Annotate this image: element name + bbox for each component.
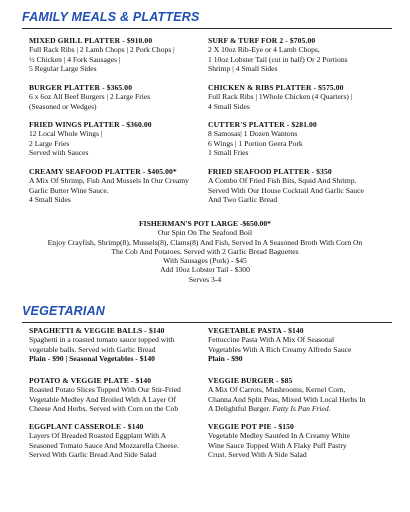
item-description: Garlic Butter Wine Sauce. (29, 185, 109, 195)
item-description: Add 10oz Lobster Tail - $300 (160, 265, 250, 275)
item-description: Full Rack Ribs | 1Whole Chicken (4 Quarters) | (208, 92, 353, 102)
item-description: And Two Garlic Bread (208, 194, 278, 204)
item-name: POTATO & VEGGIE PLATE - $140 (29, 376, 152, 385)
item-description: 2 X 10oz Rib-Eye or 4 Lamb Chops, (208, 45, 320, 55)
item-name: MIXED GRILL PLATTER - $910.00 (29, 36, 153, 45)
item-description: vegetable balls. Served with Garlic Bread (29, 344, 156, 354)
menu-item-cutters-platter (208, 120, 398, 157)
menu-item-burger-platter (29, 83, 204, 111)
item-description: With Sausages (Pork) - $45 (163, 256, 247, 266)
item-description: Spaghetti in a roasted tomato sauce topped with (29, 335, 175, 345)
menu-item-potato-veggie-plate (29, 376, 204, 413)
menu-item-spaghetti-veggie-balls (29, 326, 204, 363)
item-description: 5 Regular Large Sides (29, 63, 97, 73)
item-description: 4 Small Sides (208, 101, 250, 111)
item-description: Channa And Split Peas, Mixed With Local Herbs In (208, 394, 366, 404)
item-name: SPAGHETTI & VEGGIE BALLS - $140 (29, 326, 165, 335)
item-name: VEGGIE BURGER - $85 (208, 376, 293, 385)
item-name: FRIED WINGS PLATTER - $360.00 (29, 120, 152, 129)
section-title-vegetarian: VEGETARIAN (22, 304, 106, 318)
item-name: FISHERMAN'S POT LARGE -$650.00* (139, 219, 271, 228)
menu-item-eggplant-casserole (29, 422, 204, 459)
item-description: 12 Local Whole Wings | (29, 129, 103, 139)
menu-item-fried-wings-platter (29, 120, 204, 157)
section-divider (22, 28, 392, 29)
item-description: A Delightful Burger. (208, 403, 273, 413)
item-description: Full Rack Ribs | 2 Lamb Chops | 2 Pork Chops | (29, 45, 175, 55)
item-description: Served with Sauces (29, 147, 89, 157)
item-description: Enjoy Crayfish, Shrimp(8), Mussels(8), Clams(8) And Fish, Served In A Seasoned Broth With Corn On (47, 237, 363, 247)
item-description: Serves 3-4 (188, 274, 222, 284)
item-name: SURF & TURF FOR 2 - $705.00 (208, 36, 316, 45)
item-description: A Mix Of Shrimp, Fish And Mussels In Our Creamy (29, 176, 189, 186)
item-description-last (208, 404, 398, 413)
item-description: Fettuccine Pasta With A Mix Of Seasonal (208, 335, 335, 345)
item-description: 4 Small Sides (29, 194, 71, 204)
item-name: CHICKEN & RIBS PLATTER - $575.00 (208, 83, 344, 92)
section-title-family-meals: FAMILY MEALS & PLATTERS (22, 10, 200, 24)
menu-item-chicken-ribs-platter (208, 83, 398, 111)
item-description: Wine Sauce Topped With A Flaky Puff Pastry (208, 440, 347, 450)
item-description: Our Spin On The Seafood Boil (157, 228, 253, 238)
item-name: BURGER PLATTER - $365.00 (29, 83, 133, 92)
menu-item-fried-seafood-platter (208, 167, 398, 204)
item-description: The Cob And Potatoes. Served with 2 Garlic Bread Baguettes (111, 246, 299, 256)
item-description: 6 Wings | 1 Portion Geera Pork (208, 138, 303, 148)
item-description: Layers Of Breaded Roasted Eggplant With A (29, 431, 167, 441)
item-name: FRIED SEAFOOD PLATTER - $350 (208, 167, 332, 176)
item-description: (Seasoned or Wedges) (29, 101, 97, 111)
item-description: 2 Large Fries (29, 138, 70, 148)
item-name: CUTTER'S PLATTER - $281.00 (208, 120, 317, 129)
item-description: 8 Samosas| 1 Dozen Wantons (208, 129, 298, 139)
item-description: Roasted Potato Slices Topped With Our Stir-Fried (29, 385, 181, 395)
item-description: Served With Garlic Bread And Side Salad (29, 449, 157, 459)
item-description: 1 Small Fries (208, 147, 249, 157)
item-description: Seasoned Tomato Sauce And Mozzarella Cheese. (29, 440, 179, 450)
item-note: Fatty Is Pan Fried. (272, 403, 331, 413)
menu-item-fishermans-pot-large (0, 219, 410, 284)
menu-item-surf-and-turf (208, 36, 398, 73)
item-description: Cheese And Herbs. Served with Corn on the Cob (29, 403, 179, 413)
menu-item-vegetable-pasta (208, 326, 398, 363)
item-description: 1 10oz Lobster Tail (cut in half) Or 2 Portions (208, 54, 348, 64)
item-description: Vegetables With A Rich Creamy Alfredo Sauce (208, 344, 352, 354)
item-description: Vegetable Medley And Broiled With A Layer Of (29, 394, 176, 404)
item-name: VEGETABLE PASTA - $140 (208, 326, 304, 335)
item-description: Shrimp | 4 Small Sides (208, 63, 278, 73)
section-divider (22, 322, 392, 323)
menu-item-veggie-burger (208, 376, 398, 413)
item-name: CREAMY SEAFOOD PLATTER - $405.00* (29, 167, 177, 176)
item-price-options: Plain - $90 (208, 353, 243, 363)
item-description: Crust. Served With A Side Salad (208, 449, 307, 459)
item-description: Vegetable Medley Sautéed In A Creamy White (208, 431, 350, 441)
item-description: 6 x 6oz All Beef Burgers | 2 Large Fries (29, 92, 151, 102)
item-name: EGGPLANT CASSEROLE - $140 (29, 422, 144, 431)
item-description: Served With Our House Cocktail And Garlic Sauce (208, 185, 364, 195)
item-description: A Combo Of Fried Fish Bits, Squid And Shrimp. (208, 176, 357, 186)
item-price-options: Plain - $90 | Seasonal Vegetables - $140 (29, 353, 155, 363)
item-description: A Mix Of Carrots, Mushrooms, Kernel Corn, (208, 385, 346, 395)
menu-item-mixed-grill-platter (29, 36, 204, 73)
menu-item-creamy-seafood-platter (29, 167, 204, 204)
item-description: ½ Chicken | 4 Fork Sausages | (29, 54, 121, 64)
menu-item-veggie-pot-pie (208, 422, 398, 459)
item-name: VEGGIE POT PIE - $150 (208, 422, 294, 431)
